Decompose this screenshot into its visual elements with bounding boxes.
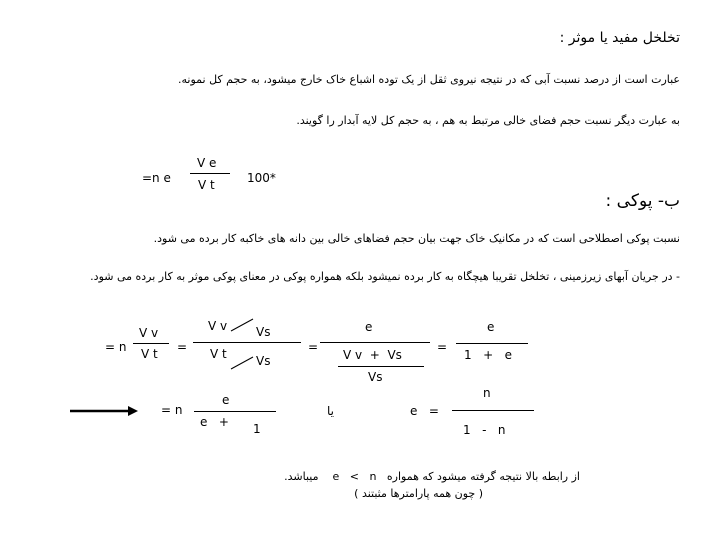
formula2-f2-den-a: V t <box>210 347 227 361</box>
formula3-rhs-bar <box>452 410 534 411</box>
formula2-f3-bar <box>320 342 430 343</box>
formula2-f2-num-a: V v <box>208 319 228 333</box>
formula1-lhs: =n e <box>142 171 171 185</box>
or-word: یا <box>327 404 334 418</box>
formula2-f4-denominator: 1 + e <box>464 348 512 362</box>
formula2-cancel-slashes <box>229 317 257 377</box>
formula3-den-b: 1 <box>253 422 261 436</box>
formula1-denominator: V t <box>198 178 215 192</box>
formula1-factor: 100* <box>247 171 276 185</box>
formula3-lhs: = n <box>161 403 183 417</box>
formula2-f4-bar <box>456 343 528 344</box>
void-ratio-definition: نسبت پوکی اصطلاحی است که در مکانیک خاک جهت بیان حجم فضاهای خالی بین دانه های خاکبه کار برده می شود. <box>153 232 680 245</box>
formula2-f1-denominator: V t <box>141 347 158 361</box>
formula1-fraction-bar <box>190 173 230 174</box>
formula1-numerator: V e <box>197 156 217 170</box>
section-heading-effective-porosity: تخلخل مفید یا موثر : <box>559 30 680 46</box>
formula2-f3-numerator: e <box>365 320 373 334</box>
formula2-f3-inner-bar <box>338 366 424 367</box>
conclusion-note: ( چون همه پارامترها مثبتند ) <box>354 487 483 500</box>
formula2-f3-den-b: Vs <box>368 370 383 384</box>
conclusion-statement: از رابطه بالا نتیجه گرفته میشود که همواره e < n میباشد. <box>284 470 580 483</box>
formula3-bar <box>194 411 276 412</box>
section-heading-void-ratio: ب- پوکی : <box>605 191 680 211</box>
formula2-f3-den-a: V v + Vs <box>343 348 402 362</box>
formula2-lhs: = n <box>105 340 127 354</box>
groundwater-usage-paragraph: - در جریان آبهای زیرزمینی ، تخلخل تقریبا هیچگاه به کار برده نمیشود بلکه همواره پوکی در معنای پوکی موثر به کار برده می شود. <box>90 270 680 283</box>
formula3-rhs-numerator: n <box>483 386 491 400</box>
formula2-f2-num-b: Vs <box>256 325 271 339</box>
formula3-rhs-denominator: 1 - n <box>463 423 506 437</box>
formula2-eq1: = <box>177 340 188 354</box>
formula2-f4-numerator: e <box>487 320 495 334</box>
formula3-numerator: e <box>222 393 230 407</box>
definition-paragraph: عبارت است از درصد نسبت آبی که در نتیجه نیروی ثقل از یک توده اشباع خاک خارج میشود، به حجم کل نمونه. <box>178 73 680 86</box>
formula2-f2-den-b: Vs <box>256 354 271 368</box>
arrow-right-icon <box>70 404 140 418</box>
formula3-den-a: e + <box>200 415 229 429</box>
formula2-f1-numerator: V v <box>139 326 159 340</box>
formula2-eq3: = <box>437 340 448 354</box>
formula2-f1-bar <box>133 343 169 344</box>
formula2-eq2: = <box>308 340 319 354</box>
formula3-rhs-lhs: e = <box>410 404 439 418</box>
alternate-definition-paragraph: به عبارت دیگر نسبت حجم فضای خالی مرتبط به هم ، به حجم کل لایه آبدار را گویند. <box>296 114 680 127</box>
